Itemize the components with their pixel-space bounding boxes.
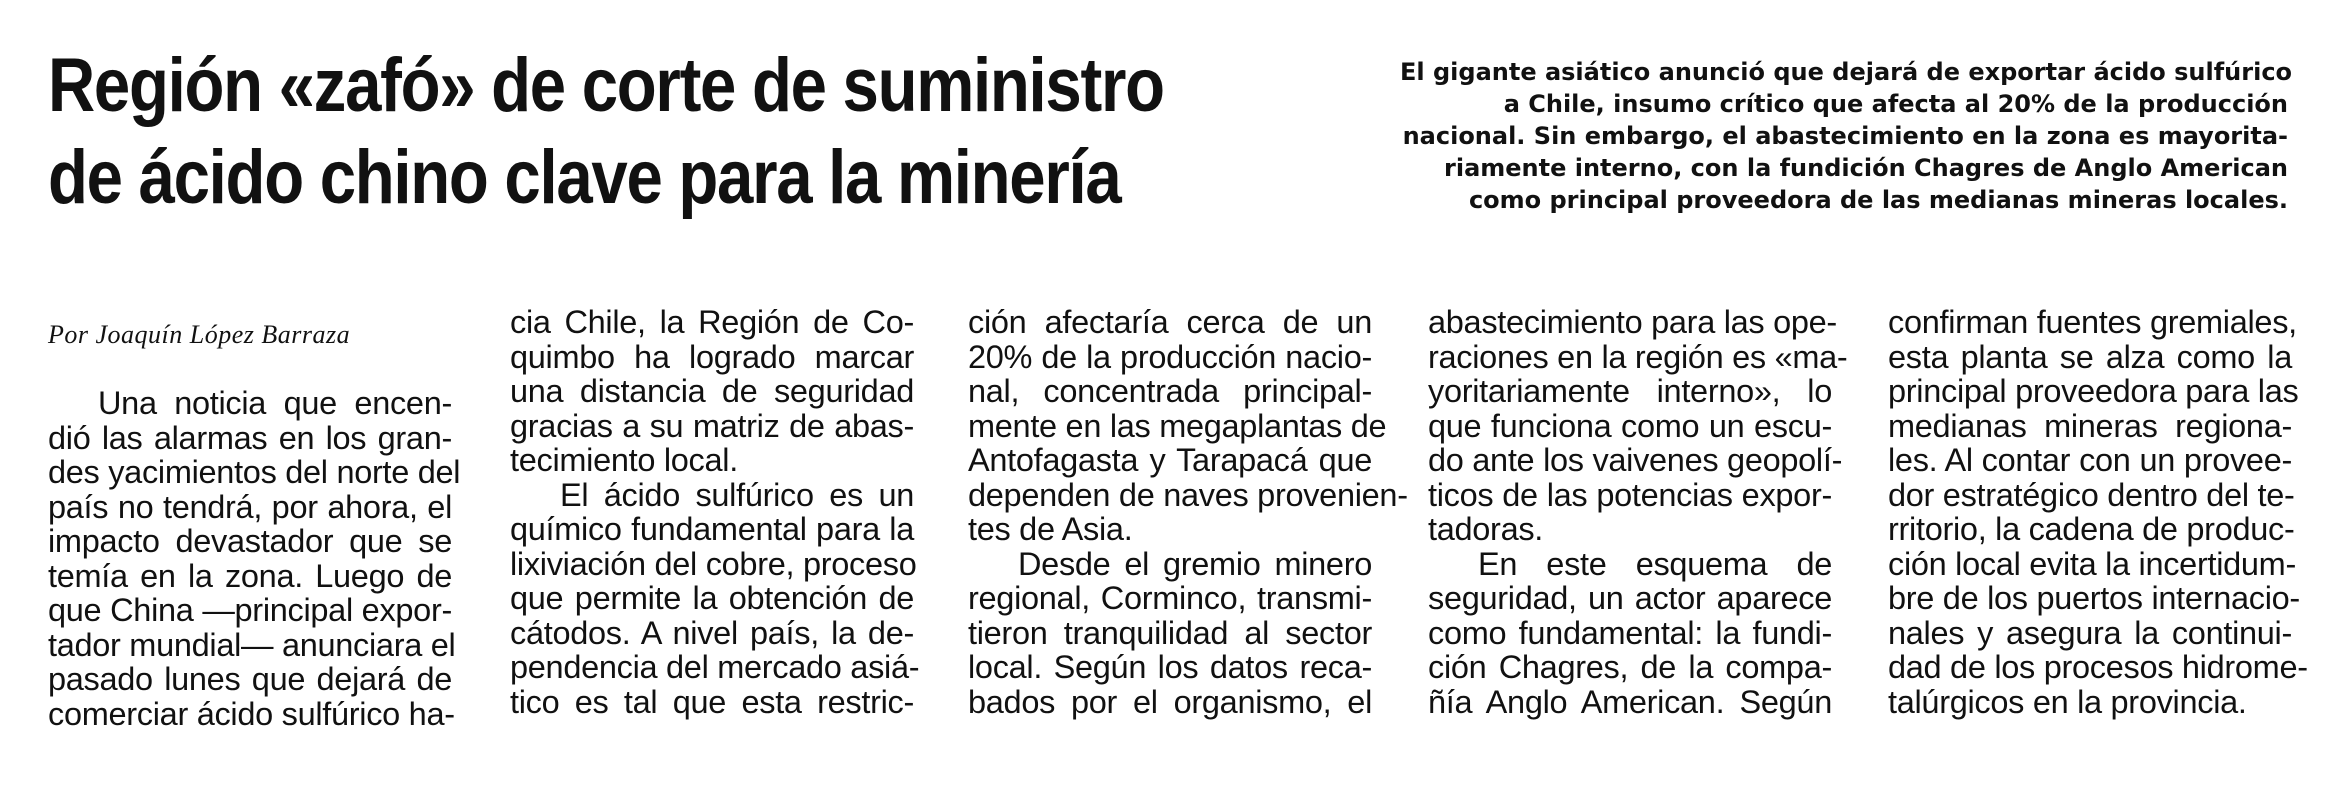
lead-line: como principal proveedora de las medianas mineras locales. xyxy=(1468,186,2288,214)
text-line: yoritariamente interno», lo xyxy=(1428,373,1832,409)
text-line: 20% de la producción nacio- xyxy=(968,338,1372,375)
article-column-4 xyxy=(1428,304,1848,720)
lead-line: El gigante asiático anunció que dejará de exportar ácido sulfúrico xyxy=(1400,58,2293,86)
text-line: pasado lunes que dejará de xyxy=(48,661,452,697)
text-line: do ante los vaivenes geopolí- xyxy=(1428,442,1843,478)
text-line: impacto devastador que se xyxy=(48,523,452,559)
text-line: pendencia del mercado asiá- xyxy=(510,649,920,685)
lead-line: a Chile, insumo crítico que afecta al 20% de la producción xyxy=(1503,90,2288,118)
text-line: tecimiento local. xyxy=(510,442,738,478)
text-line: ticos de las potencias expor- xyxy=(1428,476,1832,513)
text-line: cia Chile, la Región de Co- xyxy=(510,304,914,340)
text-line: Desde el gremio minero xyxy=(1018,545,1372,582)
text-line: nal, concentrada principal- xyxy=(968,373,1372,409)
text-line: dad de los procesos hidrome- xyxy=(1888,649,2308,685)
text-line: seguridad, un actor aparece xyxy=(1428,580,1832,616)
text-line: talúrgicos en la provincia. xyxy=(1888,683,2247,720)
text-line: una distancia de seguridad xyxy=(510,373,914,409)
text-line: tadoras. xyxy=(1428,511,1544,547)
text-line: lixiviación del cobre, proceso xyxy=(510,545,917,582)
text-line: mente en las megaplantas de xyxy=(968,407,1387,444)
article-column-1 xyxy=(48,385,461,732)
text-line: tes de Asia. xyxy=(968,511,1133,547)
byline: Por Joaquín López Barraza xyxy=(48,320,351,349)
text-line: ñía Anglo American. Según xyxy=(1428,683,1832,720)
article-column-5 xyxy=(1888,304,2308,720)
text-line: dependen de naves provenien- xyxy=(968,476,1408,513)
text-line: ción local evita la incertidum- xyxy=(1888,545,2296,582)
text-line: quimbo ha logrado marcar xyxy=(510,338,914,375)
text-line: tico es tal que esta restric- xyxy=(510,683,914,720)
text-line: como fundamental: la fundi- xyxy=(1428,614,1832,651)
text-line: que funciona como un escu- xyxy=(1428,407,1832,444)
text-line: bados por el organismo, el xyxy=(968,683,1372,720)
lead-line: riamente interno, con la fundición Chagres de Anglo American xyxy=(1444,154,2288,182)
text-line: En este esquema de xyxy=(1478,545,1832,582)
text-line: nales y asegura la continui- xyxy=(1888,614,2292,651)
text-line: Una noticia que encen- xyxy=(98,385,452,421)
text-line: principal proveedora para las xyxy=(1888,373,2299,409)
lead-line: nacional. Sin embargo, el abastecimiento en la zona es mayorita- xyxy=(1402,122,2288,150)
text-line: des yacimientos del norte del xyxy=(48,454,461,490)
text-line: que permite la obtención de xyxy=(510,580,914,616)
text-line: raciones en la región es «ma- xyxy=(1428,338,1848,375)
text-line: que China —principal expor- xyxy=(48,592,452,628)
text-line: abastecimiento para las ope- xyxy=(1428,304,1837,340)
text-line: dor estratégico dentro del te- xyxy=(1888,476,2295,513)
text-line: cátodos. A nivel país, la de- xyxy=(510,614,914,651)
text-line: local. Según los datos reca- xyxy=(968,649,1372,685)
text-line: bre de los puertos internacio- xyxy=(1888,580,2300,616)
text-line: les. Al contar con un provee- xyxy=(1888,442,2292,478)
text-line: químico fundamental para la xyxy=(510,511,914,547)
text-line: país no tendrá, por ahora, el xyxy=(48,488,452,525)
text-line: temía en la zona. Luego de xyxy=(48,557,452,594)
article-column-2 xyxy=(510,304,920,720)
headline-line: de ácido chino clave para la minería xyxy=(48,135,1121,220)
text-line: tieron tranquilidad al sector xyxy=(968,614,1372,651)
text-line: gracias a su matriz de abas- xyxy=(510,407,914,444)
article-column-3 xyxy=(968,304,1408,720)
text-line: esta planta se alza como la xyxy=(1888,338,2292,375)
headline-line: Región «zafó» de corte de suministro xyxy=(48,43,1164,128)
text-line: comerciar ácido sulfúrico ha- xyxy=(48,695,455,732)
text-line: medianas mineras regiona- xyxy=(1888,407,2292,444)
text-line: Antofagasta y Tarapacá que xyxy=(968,442,1372,478)
text-line: dió las alarmas en los gran- xyxy=(48,419,452,456)
lead-paragraph xyxy=(1400,56,2293,216)
text-line: rritorio, la cadena de produc- xyxy=(1888,511,2295,547)
text-line: regional, Corminco, transmi- xyxy=(968,580,1372,616)
text-line: tador mundial— anunciara el xyxy=(48,626,456,663)
text-line: ción Chagres, de la compa- xyxy=(1428,649,1832,685)
text-line: ción afectaría cerca de un xyxy=(968,304,1372,340)
headline xyxy=(48,40,1200,224)
text-line: confirman fuentes gremiales, xyxy=(1888,304,2297,340)
text-line: El ácido sulfúrico es un xyxy=(560,476,914,513)
